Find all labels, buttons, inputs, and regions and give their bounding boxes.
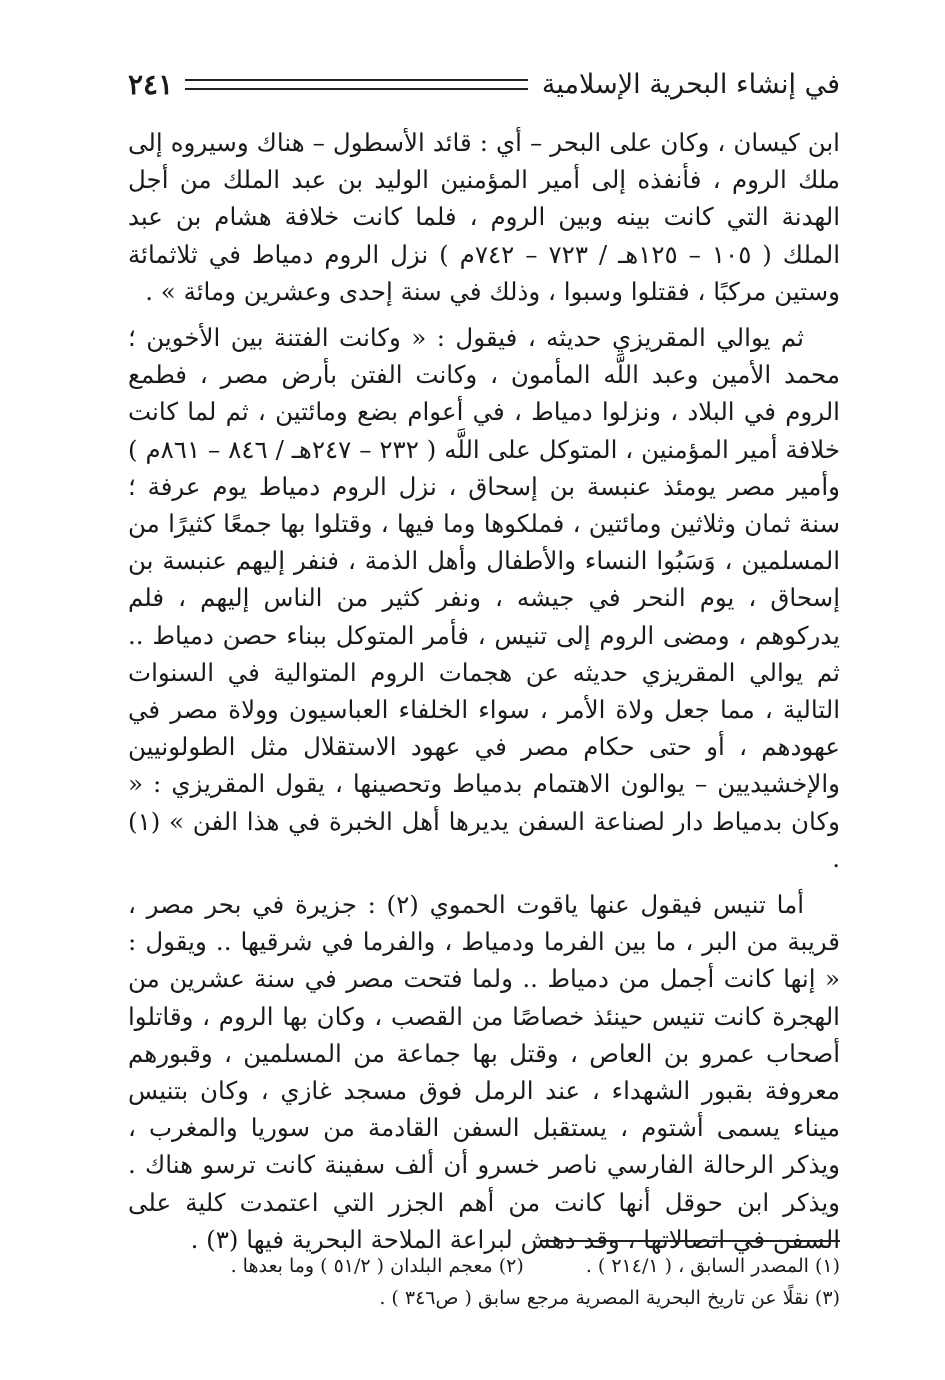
- paragraph-2: ثم يوالي المقريزي حديثه ، فيقول : « وكانت الفتنة بين الأخوين ؛ محمد الأمين وعبد اللَّه المأمون ، وكانت الفتن بأرض مصر ، فطمع الروم في البلاد ، ونزلوا دمياط ، في أعوام بضع ومائتين ، ثم لما كانت خلافة أمير المؤمنين ، المتوكل على اللَّه ( ٢٣٢ – ٢٤٧هـ / ٨٤٦ – ٨٦١م ) وأمير مصر يومئذ عنبسة بن إسحاق ، نزل الروم دمياط يوم عرفة ؛ سنة ثمان وثلاثين ومائتين ، فملكوها وما فيها ، وقتلوا بها جمعًا كثيرًا من المسلمين ، وَسَبُوا النساء والأطفال وأهل الذمة ، فنفر إليهم عنبسة بن إسحاق ، يوم النحر في جيشه ، ونفر كثير من الناس إليهم ، فلم يدركوهم ، ومضى الروم إلى تنيس ، فأمر المتوكل ببناء حصن دمياط .. ثم يوالي المقريزي حديثه عن هجمات الروم المتوالية في السنوات التالية ، مما جعل ولاة الأمر ، سواء الخلفاء العباسيون وولاة مصر في عهودهم ، أو حتى حكام مصر في عهود الاستقلال مثل الطولونيين والإخشيديين – يوالون الاهتمام بدمياط وتحصينها ، يقول المقريزي : « وكان بدمياط دار لصناعة السفن يديرها أهل الخبرة في هذا الفن » (١) .: [128, 323, 841, 873]
- footnote-1: (١) المصدر السابق ، ( ٢١٤/١ ) .: [585, 1255, 840, 1277]
- footnote-3: (٣) نقلًا عن تاريخ البحرية المصرية مرجع سابق ( ص٣٤٦ ) .: [379, 1287, 840, 1309]
- main-text: [128, 124, 840, 1258]
- footnote-row: [128, 1250, 840, 1282]
- paragraph-1: ابن كيسان ، وكان على البحر – أي : قائد الأسطول – هناك وسيروه إلى ملك الروم ، فأنفذه إلى أمير المؤمنين الوليد بن عبد الملك من أجل الهدنة التي كانت بينه وبين الروم ، فلما كانت خلافة هشام بن عبد الملك ( ١٠٥ – ١٢٥هـ / ٧٢٣ – ٧٤٢م ) نزل الروم دمياط في ثلاثمائة وستين مركبًا ، فقتلوا وسبوا ، وذلك في سنة إحدى وعشرين ومائة » .: [128, 128, 841, 306]
- footnotes: [128, 1250, 840, 1314]
- header-double-rule: [185, 79, 528, 90]
- footnote-2: (٢) معجم البلدان ( ٥١/٢ ) وما بعدها .: [230, 1255, 524, 1277]
- page-header: [128, 62, 840, 106]
- running-title: في إنشاء البحرية الإسلامية: [541, 68, 840, 100]
- page-number: ٢٤١: [128, 67, 174, 101]
- footnote-separator: [540, 1240, 840, 1242]
- paragraph-3: أما تنيس فيقول عنها ياقوت الحموي (٢) : جزيرة في بحر مصر ، قريبة من البر ، ما بين الفرما ودمياط ، والفرما في شرقيها .. ويقول : « إنها كانت أجمل من دمياط .. ولما فتحت مصر في سنة عشرين من الهجرة كانت تنيس حينئذ خصاصًا من القصب ، وكان بها الروم ، وقاتلوا أصحاب عمرو بن العاص ، وقتل بها جماعة من المسلمين ، وقبورهم معروفة بقبور الشهداء ، عند الرمل فوق مسجد غازي ، وكان بتنيس ميناء يسمى أشتوم ، يستقبل السفن القادمة من سوريا والمغرب ، ويذكر الرحالة الفارسي ناصر خسرو أن ألف سفينة كانت ترسو هناك . ويذكر ابن حوقل أنها كانت من أهم الجزر التي اعتمدت كلية على السفن في اتصالاتها ، وقد دهش لبراعة الملاحة البحرية فيها (٣) .: [128, 890, 840, 1254]
